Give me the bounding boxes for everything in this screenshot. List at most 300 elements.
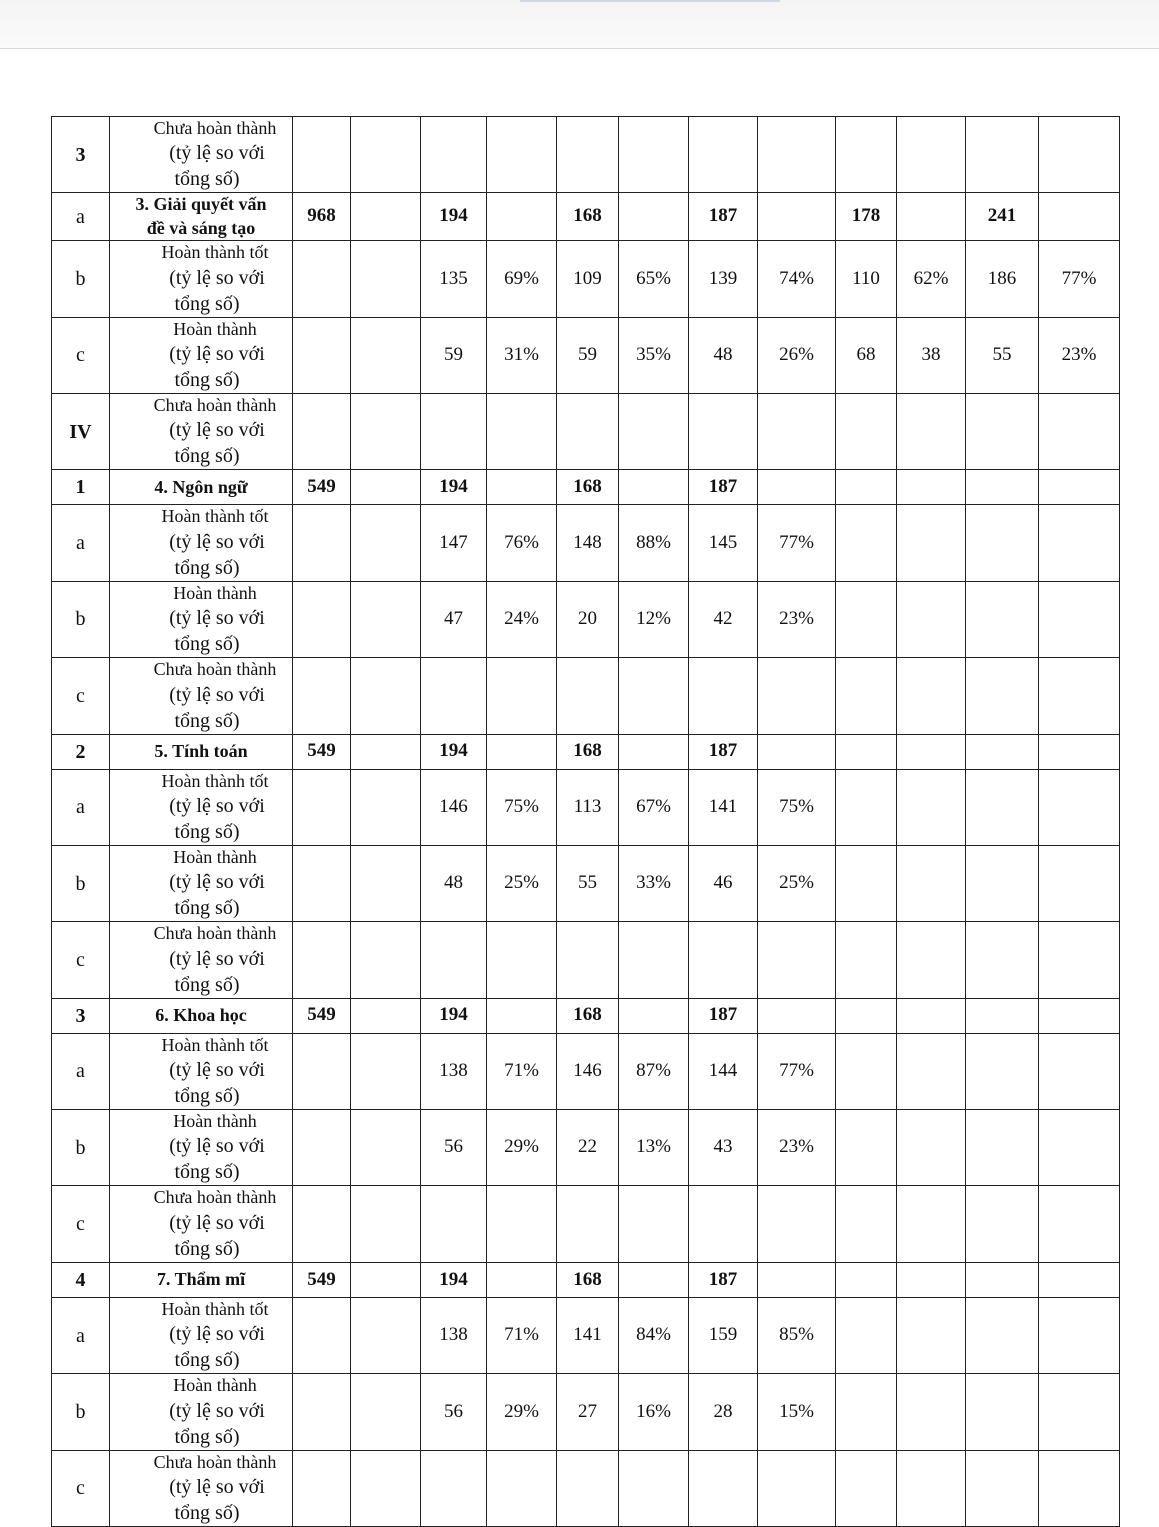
data-cell <box>351 845 421 921</box>
table-row <box>52 1033 1120 1109</box>
data-cell <box>758 470 836 505</box>
table-row <box>52 470 1120 505</box>
data-cell: 549 <box>293 1262 351 1297</box>
data-cell <box>421 922 487 998</box>
data-cell <box>1039 193 1120 241</box>
row-index: b <box>52 1110 110 1186</box>
data-cell <box>689 658 758 734</box>
data-cell <box>619 1450 689 1526</box>
table-row <box>52 998 1120 1033</box>
data-cell: 168 <box>557 470 619 505</box>
data-cell: 47 <box>421 581 487 657</box>
data-cell <box>897 769 966 845</box>
data-cell <box>351 1186 421 1262</box>
table-row <box>52 769 1120 845</box>
table-row <box>52 241 1120 317</box>
criterion-label <box>110 317 293 393</box>
data-cell: 88% <box>619 505 689 581</box>
criterion-label-line: tổng số) <box>174 897 240 920</box>
data-cell <box>1039 1450 1120 1526</box>
category-label <box>110 470 293 505</box>
criterion-label-line: (tỷ lệ so với <box>169 871 265 894</box>
data-cell: 147 <box>421 505 487 581</box>
data-cell <box>351 1297 421 1373</box>
scan-margin <box>0 0 1159 49</box>
data-cell: 141 <box>557 1297 619 1373</box>
criterion-label-line: Chưa hoàn thành <box>153 394 277 415</box>
data-cell <box>421 1450 487 1526</box>
data-cell: 27 <box>557 1374 619 1450</box>
data-cell <box>966 505 1039 581</box>
data-cell <box>1039 117 1120 193</box>
data-cell <box>1039 1033 1120 1109</box>
criterion-label <box>110 769 293 845</box>
category-label <box>110 998 293 1033</box>
criterion-label-line: Hoàn thành <box>173 1375 257 1396</box>
data-cell <box>487 470 557 505</box>
criterion-label <box>110 658 293 734</box>
data-cell <box>897 1110 966 1186</box>
criterion-label-line: (tỷ lệ so với <box>169 530 265 553</box>
data-cell <box>966 117 1039 193</box>
data-cell: 145 <box>689 505 758 581</box>
row-index: c <box>52 317 110 393</box>
data-cell <box>487 1262 557 1297</box>
data-cell: 146 <box>557 1033 619 1109</box>
data-cell <box>966 658 1039 734</box>
data-cell <box>836 393 897 469</box>
data-cell <box>758 117 836 193</box>
table-row <box>52 117 1120 193</box>
data-cell <box>619 658 689 734</box>
data-cell: 241 <box>966 193 1039 241</box>
data-cell: 55 <box>557 845 619 921</box>
data-cell <box>351 470 421 505</box>
data-cell: 135 <box>421 241 487 317</box>
data-cell <box>836 1262 897 1297</box>
criterion-label <box>110 1110 293 1186</box>
data-cell <box>966 1033 1039 1109</box>
criterion-label <box>110 505 293 581</box>
data-cell <box>836 769 897 845</box>
data-cell: 138 <box>421 1297 487 1373</box>
data-cell: 24% <box>487 581 557 657</box>
criterion-label-line: tổng số) <box>174 633 240 656</box>
criterion-label-line: tổng số) <box>174 973 240 996</box>
data-cell <box>1039 393 1120 469</box>
criterion-label <box>110 1374 293 1450</box>
data-cell: 35% <box>619 317 689 393</box>
criterion-label-line: Hoàn thành tốt <box>161 242 269 263</box>
row-index: a <box>52 1033 110 1109</box>
criterion-label-line: tổng số) <box>174 1161 240 1184</box>
data-cell: 23% <box>758 1110 836 1186</box>
data-cell: 33% <box>619 845 689 921</box>
data-cell <box>836 1374 897 1450</box>
data-cell: 77% <box>758 505 836 581</box>
data-cell <box>836 505 897 581</box>
data-cell <box>351 117 421 193</box>
data-cell <box>1039 734 1120 769</box>
data-cell <box>421 658 487 734</box>
criterion-label-line: (tỷ lệ so với <box>169 1323 265 1346</box>
data-cell: 141 <box>689 769 758 845</box>
data-cell <box>966 1110 1039 1186</box>
criterion-label <box>110 845 293 921</box>
criterion-label-line: Chưa hoàn thành <box>153 118 277 138</box>
data-cell <box>293 1450 351 1526</box>
criterion-label-line: Hoàn thành tốt <box>161 770 269 791</box>
data-cell <box>557 393 619 469</box>
data-cell <box>351 1374 421 1450</box>
data-cell <box>836 1033 897 1109</box>
data-cell <box>351 1262 421 1297</box>
data-cell <box>293 1110 351 1186</box>
data-cell: 187 <box>689 734 758 769</box>
data-cell: 56 <box>421 1110 487 1186</box>
data-cell: 113 <box>557 769 619 845</box>
data-cell <box>1039 505 1120 581</box>
criterion-label-line: Chưa hoàn thành <box>153 659 277 680</box>
data-cell <box>293 769 351 845</box>
table-row <box>52 1374 1120 1450</box>
criterion-label-line: (tỷ lệ so với <box>169 1135 265 1158</box>
data-cell <box>897 845 966 921</box>
data-cell <box>836 117 897 193</box>
criterion-label <box>110 1450 293 1526</box>
criterion-label-line: (tỷ lệ so với <box>169 794 265 817</box>
data-cell: 968 <box>293 193 351 241</box>
criterion-label <box>110 241 293 317</box>
category-label <box>110 1262 293 1297</box>
criterion-label-line: (tỷ lệ so với <box>169 1399 265 1422</box>
data-cell <box>897 998 966 1033</box>
data-cell <box>293 1297 351 1373</box>
data-cell: 31% <box>487 317 557 393</box>
row-index: c <box>52 1186 110 1262</box>
data-cell <box>421 1186 487 1262</box>
data-cell: 148 <box>557 505 619 581</box>
data-cell: 146 <box>421 769 487 845</box>
data-cell: 48 <box>689 317 758 393</box>
data-cell: 194 <box>421 734 487 769</box>
data-cell: 13% <box>619 1110 689 1186</box>
data-cell <box>557 1186 619 1262</box>
criterion-label-line: tổng số) <box>174 1349 240 1372</box>
data-cell <box>966 1450 1039 1526</box>
data-cell: 187 <box>689 998 758 1033</box>
data-cell <box>758 658 836 734</box>
data-cell: 67% <box>619 769 689 845</box>
results-table <box>51 116 1120 1527</box>
criterion-label-line: Hoàn thành tốt <box>161 1034 269 1055</box>
data-cell: 71% <box>487 1033 557 1109</box>
data-cell <box>966 922 1039 998</box>
criterion-label-line: (tỷ lệ so với <box>169 1059 265 1082</box>
criterion-label-line: Hoàn thành tốt <box>161 1298 269 1319</box>
data-cell: 25% <box>758 845 836 921</box>
data-cell: 85% <box>758 1297 836 1373</box>
data-cell <box>487 922 557 998</box>
category-label-line: đề và sáng tạo <box>146 217 256 238</box>
data-cell: 25% <box>487 845 557 921</box>
data-cell: 87% <box>619 1033 689 1109</box>
data-cell: 178 <box>836 193 897 241</box>
data-cell <box>1039 658 1120 734</box>
row-index: c <box>52 658 110 734</box>
data-cell <box>966 1186 1039 1262</box>
data-cell: 549 <box>293 998 351 1033</box>
data-cell <box>897 505 966 581</box>
data-cell <box>293 1374 351 1450</box>
data-cell <box>966 393 1039 469</box>
row-index: 3 <box>52 117 110 193</box>
data-cell: 59 <box>557 317 619 393</box>
data-cell <box>689 1450 758 1526</box>
data-cell <box>1039 1374 1120 1450</box>
data-cell <box>1039 470 1120 505</box>
data-cell <box>421 117 487 193</box>
data-cell: 187 <box>689 193 758 241</box>
data-cell <box>487 193 557 241</box>
data-cell: 23% <box>1039 317 1120 393</box>
data-cell <box>487 1186 557 1262</box>
data-cell: 84% <box>619 1297 689 1373</box>
data-cell <box>758 922 836 998</box>
data-cell <box>487 998 557 1033</box>
criterion-label-line: (tỷ lệ so với <box>169 607 265 630</box>
data-cell: 46 <box>689 845 758 921</box>
category-label-line: 4. Ngôn ngữ <box>154 476 248 497</box>
criterion-label-line: Chưa hoàn thành <box>153 1187 277 1208</box>
data-cell <box>351 241 421 317</box>
criterion-label-line: tổng số) <box>174 445 240 468</box>
data-cell <box>293 1186 351 1262</box>
data-cell <box>897 1297 966 1373</box>
data-cell <box>758 998 836 1033</box>
row-index: c <box>52 1450 110 1526</box>
data-cell: 144 <box>689 1033 758 1109</box>
data-cell: 74% <box>758 241 836 317</box>
data-cell <box>897 581 966 657</box>
data-cell: 187 <box>689 470 758 505</box>
table-row <box>52 581 1120 657</box>
data-cell <box>351 922 421 998</box>
criterion-label-line: tổng số) <box>174 368 240 391</box>
data-cell <box>966 998 1039 1033</box>
data-cell: 77% <box>758 1033 836 1109</box>
data-cell: 20 <box>557 581 619 657</box>
criterion-label <box>110 393 293 469</box>
criterion-label-line: (tỷ lệ so với <box>169 1211 265 1234</box>
criterion-label-line: Hoàn thành tốt <box>161 506 269 527</box>
table-row <box>52 193 1120 241</box>
table-row <box>52 1262 1120 1297</box>
data-cell <box>897 393 966 469</box>
criterion-label-line: Chưa hoàn thành <box>153 923 277 944</box>
data-cell <box>351 998 421 1033</box>
criterion-label-line: (tỷ lệ so với <box>169 142 265 165</box>
data-cell: 186 <box>966 241 1039 317</box>
row-index: b <box>52 845 110 921</box>
data-cell <box>351 581 421 657</box>
data-cell: 38 <box>897 317 966 393</box>
data-cell: 29% <box>487 1374 557 1450</box>
data-cell: 48 <box>421 845 487 921</box>
data-cell <box>619 998 689 1033</box>
data-cell <box>487 117 557 193</box>
data-cell: 187 <box>689 1262 758 1297</box>
category-label-line: 7. Thẩm mĩ <box>156 1269 246 1290</box>
criterion-label-line: tổng số) <box>174 1237 240 1260</box>
data-cell <box>557 117 619 193</box>
data-cell <box>557 1450 619 1526</box>
data-cell <box>966 1262 1039 1297</box>
data-cell: 15% <box>758 1374 836 1450</box>
data-cell <box>293 505 351 581</box>
data-cell <box>421 393 487 469</box>
data-cell <box>619 734 689 769</box>
data-cell <box>619 922 689 998</box>
row-index: 3 <box>52 998 110 1033</box>
data-cell: 109 <box>557 241 619 317</box>
row-index: 2 <box>52 734 110 769</box>
criterion-label-line: (tỷ lệ so với <box>169 947 265 970</box>
data-cell: 139 <box>689 241 758 317</box>
data-cell <box>836 658 897 734</box>
data-cell <box>758 1262 836 1297</box>
data-cell <box>487 658 557 734</box>
data-cell <box>897 117 966 193</box>
data-cell <box>836 734 897 769</box>
row-index: a <box>52 1297 110 1373</box>
criterion-label-line: tổng số) <box>174 168 240 191</box>
data-cell <box>619 193 689 241</box>
criterion-label-line: (tỷ lệ so với <box>169 419 265 442</box>
data-cell <box>293 117 351 193</box>
data-cell <box>966 845 1039 921</box>
table-row <box>52 1186 1120 1262</box>
data-cell: 194 <box>421 193 487 241</box>
row-index: a <box>52 769 110 845</box>
data-cell <box>351 658 421 734</box>
data-cell <box>351 1110 421 1186</box>
category-label-line: 3. Giải quyết vấn <box>135 194 267 215</box>
data-cell <box>966 581 1039 657</box>
row-index: b <box>52 1374 110 1450</box>
data-cell: 168 <box>557 1262 619 1297</box>
row-index: IV <box>52 393 110 469</box>
criterion-label <box>110 1033 293 1109</box>
data-cell <box>836 1450 897 1526</box>
data-cell <box>758 1186 836 1262</box>
data-cell <box>836 1297 897 1373</box>
criterion-label <box>110 117 293 193</box>
data-cell: 26% <box>758 317 836 393</box>
data-cell: 56 <box>421 1374 487 1450</box>
table-row <box>52 1110 1120 1186</box>
data-cell <box>1039 845 1120 921</box>
data-cell <box>897 658 966 734</box>
data-cell <box>897 193 966 241</box>
data-cell <box>293 393 351 469</box>
data-cell: 168 <box>557 734 619 769</box>
criterion-label <box>110 922 293 998</box>
data-cell: 16% <box>619 1374 689 1450</box>
criterion-label-line: tổng số) <box>174 556 240 579</box>
data-cell: 28 <box>689 1374 758 1450</box>
row-index: b <box>52 241 110 317</box>
data-cell <box>351 769 421 845</box>
data-cell <box>293 241 351 317</box>
table-row <box>52 1450 1120 1526</box>
data-cell: 23% <box>758 581 836 657</box>
criterion-label-line: Chưa hoàn thành <box>153 1451 277 1472</box>
data-cell <box>758 1450 836 1526</box>
data-cell <box>351 1450 421 1526</box>
table-row <box>52 1297 1120 1373</box>
data-cell: 42 <box>689 581 758 657</box>
data-cell <box>758 734 836 769</box>
data-cell <box>689 1186 758 1262</box>
row-index: 4 <box>52 1262 110 1297</box>
data-cell <box>966 470 1039 505</box>
data-cell <box>758 393 836 469</box>
data-cell <box>966 734 1039 769</box>
category-label <box>110 193 293 241</box>
data-cell: 194 <box>421 470 487 505</box>
data-cell <box>557 658 619 734</box>
data-cell <box>293 922 351 998</box>
data-cell <box>1039 998 1120 1033</box>
data-cell <box>619 117 689 193</box>
data-cell <box>897 1186 966 1262</box>
data-cell <box>897 1450 966 1526</box>
data-cell <box>293 317 351 393</box>
data-cell <box>836 470 897 505</box>
table-row <box>52 317 1120 393</box>
data-cell: 75% <box>758 769 836 845</box>
data-cell <box>1039 922 1120 998</box>
data-cell <box>351 193 421 241</box>
data-cell <box>836 998 897 1033</box>
data-cell <box>619 1186 689 1262</box>
criterion-label-line: tổng số) <box>174 709 240 732</box>
data-cell <box>1039 769 1120 845</box>
data-cell <box>351 1033 421 1109</box>
row-index: a <box>52 193 110 241</box>
data-cell <box>897 734 966 769</box>
table-row <box>52 505 1120 581</box>
criterion-label-line: tổng số) <box>174 292 240 315</box>
data-cell <box>487 393 557 469</box>
row-index: b <box>52 581 110 657</box>
data-cell: 69% <box>487 241 557 317</box>
table-row <box>52 845 1120 921</box>
category-label-line: 6. Khoa học <box>155 1004 247 1025</box>
data-cell <box>897 922 966 998</box>
data-cell <box>487 734 557 769</box>
data-cell <box>897 470 966 505</box>
data-cell <box>689 922 758 998</box>
data-cell <box>758 193 836 241</box>
data-cell <box>1039 1297 1120 1373</box>
data-cell <box>1039 581 1120 657</box>
data-cell: 194 <box>421 1262 487 1297</box>
data-cell <box>1039 1262 1120 1297</box>
criterion-label-line: Hoàn thành <box>173 1111 257 1132</box>
criterion-label-line: (tỷ lệ so với <box>169 342 265 365</box>
